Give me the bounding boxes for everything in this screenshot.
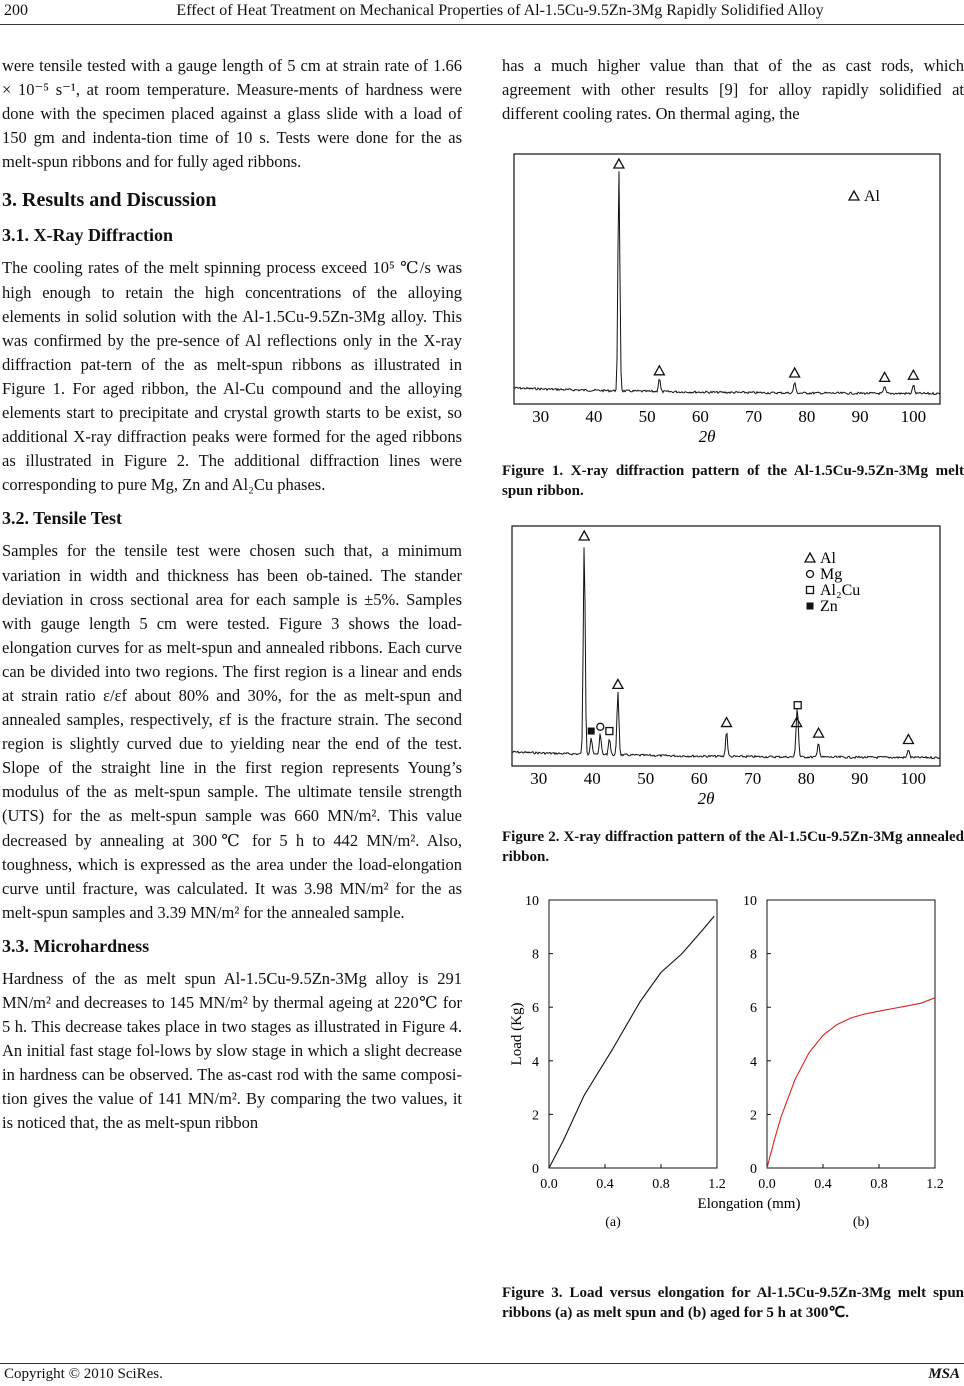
peak-marker-8: [814, 728, 824, 737]
intro-paragraph: were tensile tested with a gauge length of 5 cm at strain rate of 1.66 × 10⁻⁵ s⁻¹, at room temperature. Measure-ments of hardness were done with the specimen placed against a glass slide with a load of 150 gm and indenta-tion time of 10 s. Tests were done for the as melt-spun ribbons and for fully aged ribbons.: [2, 56, 462, 172]
peak-marker-0: [614, 159, 624, 168]
x-tick-label-1: 40: [583, 769, 601, 788]
section-heading-results: 3. Results and Discussion: [2, 189, 217, 212]
y-tick-label-0-2: 4: [532, 1054, 539, 1070]
x-axis-label: 2θ: [698, 427, 716, 446]
microhardness-paragraph: Hardness of the as melt spun Al-1.5Cu-9.5Zn-3Mg alloy is 291 MN/m² and decreases to 145 MN/m² by thermal ageing at 220℃ for 5 h. This decrease takes place in two stages as illustrated in Figure 4. An initial fast stage fol-lows by slow stage in which a slight decrease in hardness can be observed. The as-cast rod with the same composi-tion gives the value of 141 MN/m². By comparing the two values, it is noticed that, the as melt-spun ribbon: [2, 968, 462, 1133]
y-tick-label-0-5: 10: [525, 894, 539, 909]
x-tick-label-3: 60: [690, 769, 708, 788]
x-tick-label-2: 50: [638, 407, 656, 426]
xrd-chart-annealed: [508, 522, 948, 812]
x-tick-label-7: 100: [900, 769, 926, 788]
y-tick-label-1-0: 0: [750, 1162, 757, 1177]
peak-marker-7: [794, 702, 801, 709]
peak-marker-3: [606, 728, 613, 735]
subsection-heading-xrd: 3.1. X-Ray Diffraction: [2, 225, 173, 246]
x-tick-label-5: 80: [798, 407, 816, 426]
xrd-chart-melt-spun: [508, 150, 948, 450]
peak-marker-3: [880, 372, 890, 381]
peak-marker-1: [654, 366, 664, 375]
panel-frame-1: [767, 900, 935, 1168]
page-number: 200: [4, 2, 28, 19]
journal-name: MSA: [928, 1366, 960, 1382]
peak-marker-2: [597, 723, 604, 730]
figure-3-caption: Figure 3. Load versus elongation for Al-1.5Cu-9.5Zn-3Mg melt spun ribbons (a) as melt spun and (b) aged for 5 h at 300℃.: [502, 1285, 964, 1321]
x-axis-label: Elongation (mm): [697, 1196, 801, 1212]
x-tick-label-0: 30: [530, 769, 548, 788]
running-title: Effect of Heat Treatment on Mechanical Properties of Al-1.5Cu-9.5Zn-3Mg Rapidly Solidified Alloy: [176, 2, 824, 19]
peak-marker-0: [579, 531, 589, 540]
x-tick-label-3: 60: [691, 407, 709, 426]
y-tick-label-1-3: 6: [750, 1001, 757, 1017]
x-tick-label-0: 30: [532, 407, 550, 426]
legend-marker-2: [807, 587, 814, 594]
x-tick-label-4: 70: [745, 407, 763, 426]
legend-label-1: Mg: [820, 566, 843, 583]
x-tick-label-5: 80: [797, 769, 815, 788]
y-tick-label-1-2: 4: [750, 1054, 757, 1070]
left-column: [2, 54, 462, 1136]
peak-marker-4: [613, 679, 623, 688]
legend-marker-3: [807, 603, 814, 610]
peak-marker-9: [903, 735, 913, 744]
header-rule: [0, 24, 964, 25]
page-header: [0, 0, 964, 24]
x-tick-label-1-1: 0.4: [814, 1177, 832, 1192]
copyright: Copyright © 2010 SciRes.: [4, 1366, 163, 1382]
x-tick-label-2: 50: [637, 769, 655, 788]
legend-label-3: Zn: [820, 598, 838, 615]
subsection-heading-microhardness: 3.3. Microhardness: [2, 935, 150, 956]
figure-3: [505, 890, 955, 1230]
legend-marker-1: [807, 571, 814, 578]
legend-marker-0: [849, 191, 859, 200]
legend-label-0: Al: [820, 550, 836, 567]
legend-label-0: Al: [864, 188, 880, 205]
right-column: [502, 54, 964, 126]
panel-frame-0: [549, 900, 717, 1168]
x-tick-label-0-3: 1.2: [708, 1177, 726, 1192]
y-tick-label-0-4: 8: [532, 947, 539, 963]
figure-2-caption: Figure 2. X-ray diffraction pattern of the Al-1.5Cu-9.5Zn-3Mg annealed ribbon.: [502, 829, 964, 865]
x-tick-label-4: 70: [744, 769, 762, 788]
peak-marker-4: [908, 370, 918, 379]
y-tick-label-0-3: 6: [532, 1001, 539, 1017]
y-tick-label-1-4: 8: [750, 947, 757, 963]
y-tick-label-0-0: 0: [532, 1162, 539, 1177]
load-elongation-chart: [505, 890, 955, 1230]
x-tick-label-0-1: 0.4: [596, 1177, 614, 1192]
peak-marker-1: [588, 728, 595, 735]
y-tick-label-0-1: 2: [532, 1108, 539, 1124]
x-tick-label-1: 40: [585, 407, 603, 426]
y-tick-label-1-5: 10: [743, 894, 757, 909]
peak-marker-5: [722, 718, 732, 727]
tensile-paragraph: Samples for the tensile test were chosen such that, a minimum variation in width and thickness has been ob-tained. The stander deviation in cross sectional area for each sample is ±5%. Samples with gauge length 5 cm were tested. Figure 3 shows the load-elongation curves for as melt-spun and annealed ribbons. Each curve can be divided into two regions. The first region is a linear and ends at strain ratio ε/εf about 80% and 30%, for the as melt-spun and annealed samples, respectively, εf is the fracture strain. The second region is slightly curved due to yielding near the end of the test. Slope of the straight line in the first region represents Young’s modulus of the as melt-spun sample. The ultimate tensile strength (UTS) for the as melt-spun sample was 660 MN/m². This value decreased by annealing at 300℃ for 5 h to 442 MN/m². Also, toughness, which is expressed as the area under the load-elongation curve until fracture, was calculated. It was 3.98 MN/m² for the as melt-spun samples and 3.39 MN/m² for the annealed sample.: [2, 541, 462, 922]
peak-marker-2: [790, 368, 800, 377]
right-paragraph: has a much higher value than that of the as cast rods, which agreement with other results [9] for alloy rapidly solidified at different cooling rates. On thermal aging, the: [502, 56, 964, 124]
x-tick-label-1-0: 0.0: [758, 1177, 776, 1192]
y-axis-label: Load (Kg): [509, 1002, 525, 1066]
x-tick-label-0-2: 0.8: [652, 1177, 670, 1192]
xrd-paragraph: The cooling rates of the melt spinning process exceed 10⁵ ℃/s was high enough to retain the high concentrations of the alloying elements in solid solution with the Al-1.5Cu-9.5Zn-3Mg alloy. This was confirmed by the pre-sence of Al reflections only in the X-ray diffraction pat-tern of the as melt-spun ribbons as illustrated in Figure 1. For aged ribbon, the Al-Cu compound and the alloying elements start to precipitate and crystal growth starts to be exist, so additional X-ray diffraction peaks were formed for the aged ribbons as illustrated in Figure 2. The additional diffraction lines were corresponding to pure Mg, Zn and Al₂Cu phases.: [2, 258, 462, 495]
x-tick-label-0-0: 0.0: [540, 1177, 558, 1192]
panel-label-0: (a): [605, 1215, 621, 1230]
figure-1-caption: Figure 1. X-ray diffraction pattern of the Al-1.5Cu-9.5Zn-3Mg melt spun ribbon.: [502, 463, 964, 499]
figure-2: [508, 522, 948, 812]
load-curve-0: [549, 916, 714, 1168]
legend-marker-0: [805, 553, 815, 562]
y-tick-label-1-1: 2: [750, 1108, 757, 1124]
load-curve-1: [767, 998, 935, 1168]
x-axis-label: 2θ: [697, 789, 715, 808]
x-tick-label-7: 100: [900, 407, 927, 426]
x-tick-label-6: 90: [851, 769, 869, 788]
subsection-heading-tensile: 3.2. Tensile Test: [2, 508, 123, 529]
x-tick-label-6: 90: [851, 407, 869, 426]
figure-1: [508, 150, 948, 450]
x-tick-label-1-2: 0.8: [870, 1177, 888, 1192]
x-tick-label-1-3: 1.2: [926, 1177, 944, 1192]
footer-rule: [0, 1363, 964, 1364]
plot-frame: [512, 526, 940, 766]
panel-label-1: (b): [852, 1215, 870, 1230]
legend-label-2: Al₂Cu: [820, 582, 861, 599]
